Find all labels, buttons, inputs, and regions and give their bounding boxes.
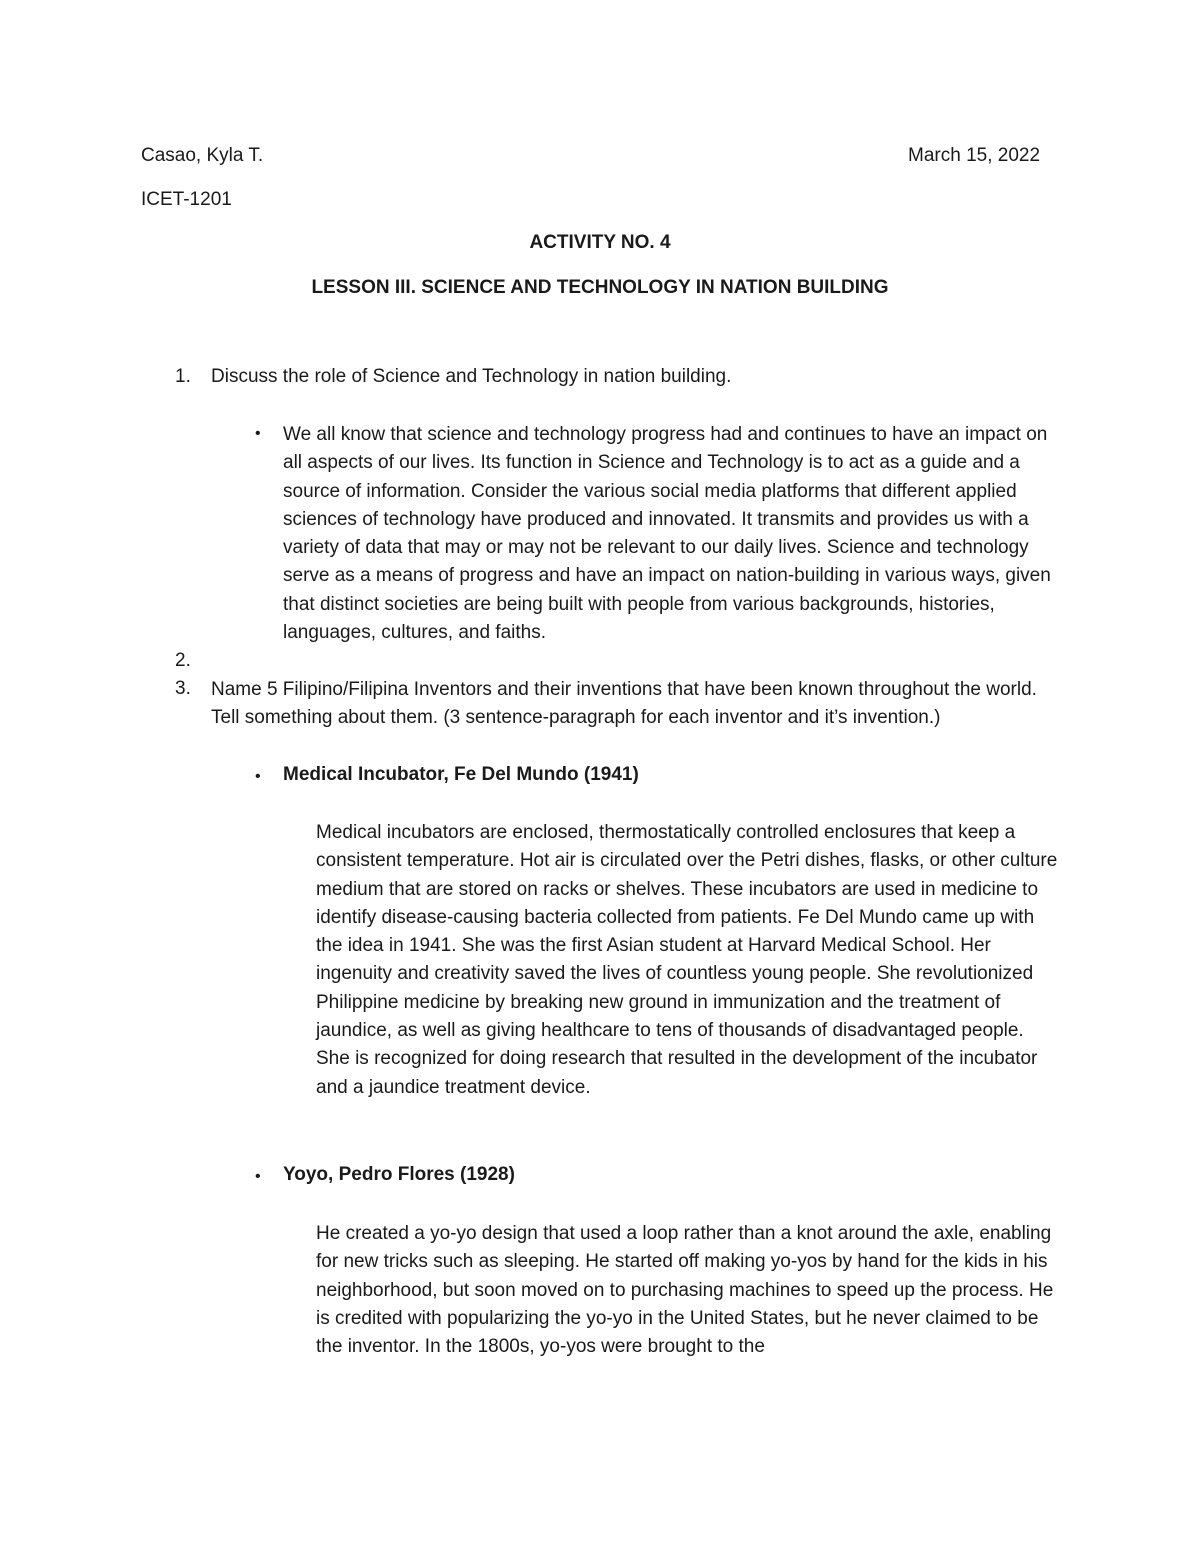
inventor-2-heading: Yoyo, Pedro Flores (1928) — [283, 1164, 515, 1185]
question-3-text: Name 5 Filipino/Filipina Inventors and their inventions that have been known throughout the world. Tell something about them. (3 sentence-paragraph for each inventor and it’s invention.) — [211, 679, 1037, 729]
activity-title: ACTIVITY NO. 4 — [529, 232, 671, 253]
lesson-title: LESSON III. SCIENCE AND TECHNOLOGY IN NATION BUILDING — [311, 277, 889, 298]
bullet-icon: • — [255, 425, 261, 442]
student-name: Casao, Kyla T. — [141, 145, 264, 166]
document-date: March 15, 2022 — [908, 145, 1041, 166]
question-1-number: 1. — [175, 366, 191, 387]
question-1-text: Discuss the role of Science and Technology in nation building. — [211, 366, 732, 387]
bullet-icon: • — [255, 1168, 261, 1185]
course-section: ICET-1201 — [141, 189, 232, 210]
question-3-number: 3. — [175, 678, 191, 699]
inventor-1-heading: Medical Incubator, Fe Del Mundo (1941) — [283, 764, 639, 785]
question-2-number: 2. — [175, 650, 191, 671]
bullet-icon: • — [255, 768, 261, 785]
inventor-1-paragraph: Medical incubators are enclosed, thermostatically controlled enclosures that keep a consistent temperature. Hot air is circulated over the Petri dishes, flasks, or other culture medium that are stored on racks or shelves. These incubators are used in medicine to identify disease-causing bacteria collected from patients. Fe Del Mundo came up with the idea in 1941. She was the first Asian student at Harvard Medical School. Her ingenuity and creativity saved the lives of countless young people. She revolutionized Philippine medicine by breaking new ground in immunization and the treatment of jaundice, as well as giving healthcare to tens of thousands of disadvantaged people. She is recognized for doing research that resulted in the development of the incubator and a jaundice treatment device. — [316, 822, 1058, 1098]
answer-1-paragraph: We all know that science and technology progress had and continues to have an impact on all aspects of our lives. Its function in Science and Technology is to act as a guide and a source of information. Consider the various social media platforms that different applied sciences of technology have produced and innovated. It transmits and provides us with a variety of data that may or may not be relevant to our daily lives. Science and technology serve as a means of progress and have an impact on nation-building in various ways, given that distinct societies are being built with people from various backgrounds, histories, languages, cultures, and faiths. — [283, 424, 1051, 644]
inventor-2-paragraph: He created a yo-yo design that used a loop rather than a knot around the axle, enabling for new tricks such as sleeping. He started off making yo-yos by hand for the kids in his neighborhood, but soon moved on to purchasing machines to speed up the process. He is credited with popularizing the yo-yo in the United States, but he never claimed to be the inventor. In the 1800s, yo-yos were brought to the — [316, 1223, 1054, 1358]
